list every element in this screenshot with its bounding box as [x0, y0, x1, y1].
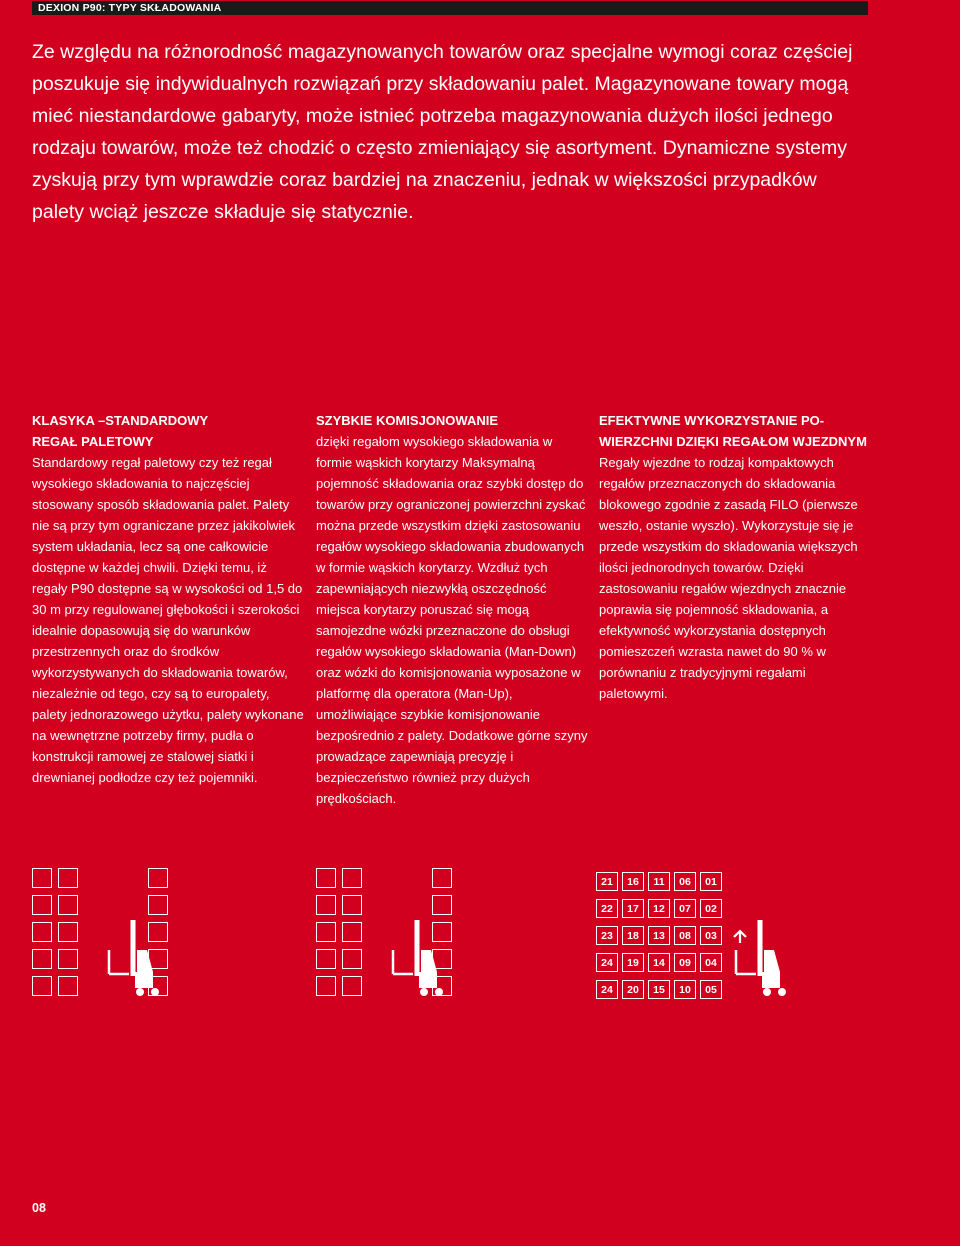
pallet-slot — [32, 949, 52, 969]
pallet-number: 03 — [700, 926, 722, 945]
pallet-slot — [58, 976, 78, 996]
column-heading-2: WIERZCHNI DZIĘKI REGAŁOM WJEZDNYM — [599, 434, 867, 449]
pallet-number: 11 — [648, 872, 670, 891]
header-bar — [32, 1, 868, 15]
drive-in-diagram — [596, 868, 796, 1008]
pallet-slot — [58, 868, 78, 888]
pallet-number: 16 — [622, 872, 644, 891]
narrow-aisle-diagram — [316, 868, 456, 1008]
pallet-number: 22 — [596, 899, 618, 918]
pallet-number: 10 — [674, 980, 696, 999]
pallet-slot — [316, 868, 336, 888]
pallet-number: 21 — [596, 872, 618, 891]
pallet-number: 13 — [648, 926, 670, 945]
column-heading: SZYBKIE KOMISJONOWANIE — [316, 413, 499, 428]
pallet-slot — [342, 895, 362, 915]
pallet-number: 01 — [700, 872, 722, 891]
header-title: DEXION P90: TYPY SKŁADOWANIA — [38, 2, 222, 14]
pallet-slot — [342, 976, 362, 996]
pallet-slot — [342, 868, 362, 888]
column-body: Regały wjezdne to rodzaj kompaktowych regałów przeznaczonych do składowania blokowego zgodnie z zasadą FILO (pierwsze weszło, ostanie wyszło). Wykorzystuje się je przede wszystkim do składowania większych ilości jednorodnych towarów. Dzięki zastosowaniu regałów wjezdnych znacznie poprawia się pojemność składowania, a efektywność wykorzystania dostępnych pomieszczeń wzrasta nawet do 90 % w porównaniu z tradycyjnymi regałami paletowymi. — [599, 455, 858, 701]
pallet-number: 08 — [674, 926, 696, 945]
intro-paragraph: Ze względu na różnorodność magazynowanych towarów oraz specjalne wymogi coraz częściej poszukuje się indywidualnych rozwiązań przy składowaniu palet. Magazynowane towary mogą mieć niestandardowe gabaryty, może istnieć potrzeba magazynowania dużych ilości jednego rodzaju towarów, może też chodzić o często zmieniający się asortyment. Dynamiczne systemy zyskują przy tym wprawdzie coraz bardziej na znaczeniu, jednak w większości przypadków palety wciąż jeszcze składuje się statycznie. — [32, 41, 853, 223]
column-heading: KLASYKA –STANDARDOWY — [32, 413, 209, 428]
pallet-number: 17 — [622, 899, 644, 918]
column-standard-rack — [32, 410, 304, 788]
pallet-number: 14 — [648, 953, 670, 972]
pallet-slot — [32, 976, 52, 996]
pallet-number: 15 — [648, 980, 670, 999]
forklift-icon — [391, 910, 451, 1000]
pallet-number: 04 — [700, 953, 722, 972]
pallet-slot — [32, 895, 52, 915]
pallet-slot — [342, 922, 362, 942]
pallet-slot — [316, 976, 336, 996]
pallet-slot — [58, 895, 78, 915]
pallet-slot — [316, 895, 336, 915]
page-number: 08 — [32, 1201, 46, 1215]
pallet-slot — [342, 949, 362, 969]
pallet-number: 12 — [648, 899, 670, 918]
pallet-number: 19 — [622, 953, 644, 972]
pallet-slot — [148, 868, 168, 888]
pallet-number: 07 — [674, 899, 696, 918]
column-body: dzięki regałom wysokiego składowania w formie wąskich korytarzy Maksymalną pojemność składowania oraz szybki dostęp do towarów przy ograniczonej powierzchni zyskać można przede wszystkim dzięki zastosowaniu regałów wysokiego składowania zbudowanych w formie wąskich korytarzy. Wzdłuż tych zapewniających niezwykłą oszczędność miejsca korytarzy poruszać się mogą samojezdne wózki przeznaczone do obsługi regałów wysokiego składowania (Man-Down) oraz wózki do komisjonowania wyposażone w platformę dla operatora (Man-Up), umożliwiające szybkie komisjonowanie bezpośrednio z palety. Dodatkowe górne szyny prowadzące zapewniają precyzję i bezpieczeństwo również przy dużych prędkościach. — [316, 434, 588, 806]
pallet-slot — [58, 949, 78, 969]
forklift-icon — [107, 910, 167, 1000]
column-heading: EFEKTYWNE WYKORZYSTANIE PO- — [599, 413, 825, 428]
pallet-number: 23 — [596, 926, 618, 945]
pallet-slot — [32, 868, 52, 888]
pallet-slot — [316, 949, 336, 969]
pallet-number: 06 — [674, 872, 696, 891]
pallet-number: 09 — [674, 953, 696, 972]
pallet-number: 24 — [596, 953, 618, 972]
pallet-number: 20 — [622, 980, 644, 999]
column-heading-2: REGAŁ PALETOWY — [32, 434, 154, 449]
forklift-icon — [734, 910, 794, 1000]
pallet-number: 18 — [622, 926, 644, 945]
column-drive-in — [599, 410, 871, 704]
pallet-slot — [58, 922, 78, 942]
pallet-number: 02 — [700, 899, 722, 918]
pallet-number: 05 — [700, 980, 722, 999]
pallet-slot — [432, 868, 452, 888]
pallet-number: 24 — [596, 980, 618, 999]
pallet-slot — [316, 922, 336, 942]
pallet-slot — [32, 922, 52, 942]
column-body: Standardowy regał paletowy czy też regał wysokiego składowania to najczęściej stosowany sposób składowania palet. Palety nie są przy tym ograniczane przez jakikolwiek system układania, lecz są one całkowicie dostępne w każdej chwili. Dzięki temu, iż regały P90 dostępne są w wysokości od 1,5 do 30 m przy regulowanej głębokości i szerokości idealnie dopasowują się do warunków przestrzennych oraz do środków wykorzystywanych do składowania towarów, niezależnie od tego, czy są to europalety, palety jednorazowego użytku, palety wykonane na wewnętrzne potrzeby firmy, pudła o konstrukcji ramowej ze stalowej siatki i drewnianej podłodze czy też pojemniki. — [32, 455, 304, 785]
column-narrow-aisle — [316, 410, 588, 809]
standard-rack-diagram — [32, 868, 172, 1008]
